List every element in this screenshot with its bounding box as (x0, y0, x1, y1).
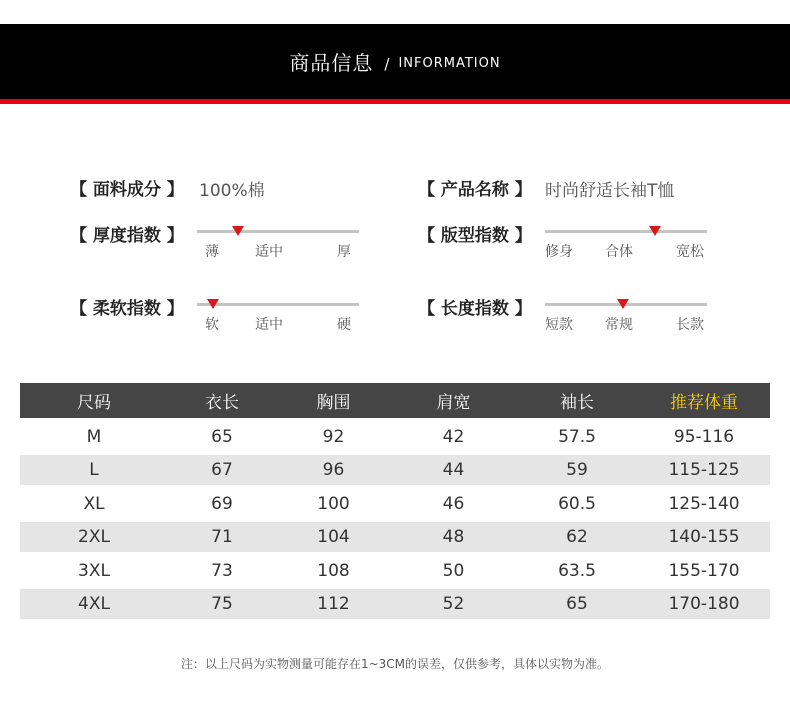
header-size: 尺码 (20, 383, 168, 418)
table-cell: XL (83, 493, 105, 514)
thickness-scale (197, 225, 359, 265)
product-name-label: 【 产品名称 】 (418, 180, 532, 200)
scale-tick-mid: 合体 (605, 244, 633, 260)
table-cell: 50 (442, 560, 465, 581)
length-scale (545, 298, 707, 338)
scale-tick-low: 薄 (205, 244, 219, 260)
table-cell: 115-125 (638, 455, 770, 485)
header-accent-line (0, 99, 790, 104)
scale-tick-high: 硬 (337, 317, 351, 333)
scale-tick-low: 修身 (545, 244, 573, 260)
table-cell: 4XL (20, 589, 168, 619)
table-cell: 67 (168, 455, 276, 485)
thickness-label: 【 厚度指数 】 (70, 226, 184, 246)
scale-tick-mid: 常规 (605, 317, 633, 333)
scale-tick-low: 短款 (545, 317, 573, 333)
table-cell: 65 (516, 589, 638, 619)
scale-marker (617, 299, 629, 309)
header-shoulder: 肩宽 (391, 383, 516, 418)
header-title (0, 24, 790, 99)
table-cell: 108 (317, 560, 350, 581)
product-name-value: 时尚舒适长袖T恤 (545, 181, 675, 201)
table-cell: 71 (168, 522, 276, 552)
table-cell: 44 (391, 455, 516, 485)
header-sleeve: 袖长 (516, 383, 638, 418)
scale-tick-mid: 适中 (255, 244, 283, 260)
table-row (20, 522, 770, 552)
table-row (20, 552, 770, 589)
header-weight: 推荐体重 (638, 383, 770, 418)
fabric-label: 【 面料成分 】 (70, 180, 184, 200)
table-cell: 60.5 (558, 493, 596, 514)
footnote: 注：以上尺码为实物测量可能存在1~3CM的误差，仅供参考，具体以实物为准。 (180, 657, 610, 671)
scale-track (545, 230, 707, 233)
table-cell: 140-155 (638, 522, 770, 552)
table-cell: 155-170 (668, 560, 740, 581)
scale-marker (207, 299, 219, 309)
softness-scale (197, 298, 359, 338)
table-cell: 57.5 (558, 426, 596, 447)
table-cell: 52 (391, 589, 516, 619)
table-row (20, 418, 770, 455)
table-cell: 112 (276, 589, 391, 619)
fit-scale (545, 225, 707, 265)
scale-track (197, 230, 359, 233)
scale-tick-low: 软 (205, 317, 219, 333)
scale-tick-mid: 适中 (255, 317, 283, 333)
table-cell: 46 (442, 493, 465, 514)
scale-track (197, 303, 359, 306)
table-cell: 3XL (78, 560, 110, 581)
table-cell: 125-140 (668, 493, 740, 514)
softness-label: 【 柔软指数 】 (70, 299, 184, 319)
table-cell: 104 (276, 522, 391, 552)
scale-marker (649, 226, 661, 236)
table-row (20, 455, 770, 485)
size-table-header-row (20, 383, 770, 418)
table-cell: 48 (391, 522, 516, 552)
table-cell: L (20, 455, 168, 485)
table-cell: 62 (516, 522, 638, 552)
fabric-value: 100%棉 (199, 181, 265, 201)
header-title-en: INFORMATION (398, 56, 501, 71)
table-cell: 100 (317, 493, 350, 514)
header-separator: / (384, 54, 390, 73)
table-cell: 75 (168, 589, 276, 619)
size-table (20, 383, 770, 619)
length-label: 【 长度指数 】 (418, 299, 532, 319)
table-row (20, 485, 770, 522)
scale-marker (232, 226, 244, 236)
table-cell: 170-180 (638, 589, 770, 619)
table-cell: 73 (211, 560, 233, 581)
table-cell: 2XL (20, 522, 168, 552)
table-cell: 42 (442, 426, 465, 447)
header-length: 衣长 (168, 383, 276, 418)
table-cell: 63.5 (558, 560, 596, 581)
table-cell: 96 (276, 455, 391, 485)
fit-label: 【 版型指数 】 (418, 226, 532, 246)
table-cell: 95-116 (673, 426, 735, 447)
table-cell: 59 (516, 455, 638, 485)
header-chest: 胸围 (276, 383, 391, 418)
table-cell: 65 (211, 426, 233, 447)
table-cell: 69 (211, 493, 233, 514)
scale-tick-high: 厚 (337, 244, 351, 260)
scale-tick-high: 宽松 (676, 244, 704, 260)
table-cell: 92 (322, 426, 345, 447)
table-cell: M (86, 426, 102, 447)
header-title-cn: 商品信息 (289, 51, 374, 75)
table-row (20, 589, 770, 619)
scale-tick-high: 长款 (676, 317, 704, 333)
